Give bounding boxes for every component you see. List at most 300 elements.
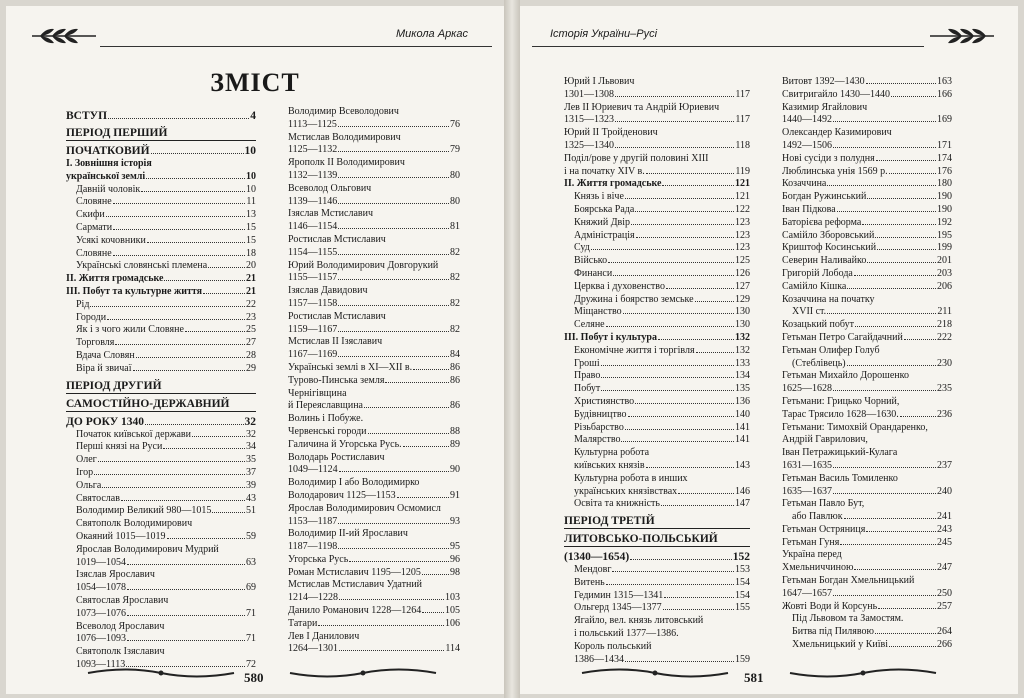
toc-entry-title: і польський 1377—1386. [574,628,679,640]
toc-entry [288,144,460,157]
toc-entry-title: 1214—1228 [288,592,338,604]
toc-page-number: 241 [937,511,952,523]
toc-entry-title: 1076—1093 [76,633,126,645]
toc-page-number: 11 [246,196,256,208]
toc-entry-title: Ізяслав Ярославич [76,569,155,581]
toc-entry [564,602,750,615]
toc-dot-leader [612,571,734,572]
toc-page-number: 114 [445,643,460,655]
toc-entry [782,396,952,409]
toc-page-number: 10 [244,145,256,157]
toc-dot-leader [854,275,936,276]
toc-entry-title: Всеволод Ольгович [288,182,372,194]
toc-page-number: 82 [450,272,460,284]
toc-entry-title: Гетьмани: Тимохвій Орандаренко, [782,421,928,433]
toc-entry-title: Юрий I Львович [564,76,635,87]
toc-entry [782,562,952,575]
toc-entry [782,460,952,473]
toc-entry-title: київських князів [574,459,645,471]
toc-dot-leader [192,436,245,437]
toc-entry-title: 1073—1076 [76,607,126,619]
toc-entry-title: Мстислав Володимирович [288,131,401,143]
toc-page-number: 79 [450,144,460,156]
toc-page-number: 257 [937,600,952,612]
toc-page-number: 218 [937,319,952,331]
toc-entry [782,153,952,166]
toc-entry [782,639,952,652]
toc-entry [288,567,460,580]
toc-entry [564,255,750,268]
toc-entry [288,196,460,209]
toc-dot-leader [127,564,245,565]
toc-page-number: 15 [246,221,256,233]
toc-entry-title: Гедимин 1315—1341 [574,589,664,601]
toc-entry [564,89,750,102]
toc-page-number: 129 [735,293,750,305]
toc-entry [564,114,750,127]
toc-entry-title: Король польський [574,640,652,652]
toc-entry-title: Торговля [76,337,115,349]
toc-dot-leader [422,574,449,575]
toc-entry-title: Чернігівщина [288,387,347,399]
toc-entry [66,416,256,429]
toc-dot-leader [827,185,936,186]
toc-entry [66,646,256,659]
toc-entry [66,621,256,634]
toc-dot-leader [847,288,936,289]
toc-dot-leader [338,228,449,229]
toc-dot-leader [625,198,734,199]
toc-dot-leader [855,326,936,327]
footer-ornament-right-icon [788,664,938,682]
toc-entry-title: Гетьман Петро Сагайдачний [782,331,903,343]
toc-dot-leader [94,474,245,475]
toc-page-number: 250 [937,587,952,599]
toc-dot-leader [338,126,449,127]
toc-dot-leader [695,301,734,302]
toc-entry-title: й Переяславщина [288,400,363,412]
toc-dot-leader [904,339,936,340]
toc-page-number: 21 [246,273,256,285]
toc-dot-leader [867,198,936,199]
toc-entry-title: ВСТУП [66,110,108,122]
toc-entry [66,127,256,141]
toc-page-number: 155 [735,602,750,614]
toc-dot-leader [151,153,244,154]
toc-entry [288,554,460,567]
toc-entry [288,413,460,426]
toc-entry [66,299,256,312]
toc-entry-title: Іван Підкова [782,203,836,215]
toc-entry [66,171,256,184]
toc-entry [288,132,460,145]
toc-dot-leader [164,280,245,281]
toc-dot-leader [338,203,449,204]
toc-page-number: 81 [450,221,460,233]
toc-entry [782,127,952,140]
toc-page-number: 192 [937,216,952,228]
toc-entry [564,473,750,486]
toc-entry [782,191,952,204]
toc-entry-title: Вдача Словян [76,349,135,361]
toc-column-2 [288,106,460,656]
toc-entry [564,319,750,332]
toc-dot-leader [847,365,936,366]
toc-dot-leader [615,96,734,97]
toc-entry [564,281,750,294]
toc-entry-title: Володарович 1125—1153 [288,489,396,501]
toc-dot-leader [90,306,245,307]
toc-page-number: 121 [735,178,750,190]
toc-dot-leader [866,531,936,532]
toc-entry [66,595,256,608]
toc-page-number: 136 [735,395,750,407]
toc-entry-title: Культурна робота в инших [574,472,688,484]
toc-entry [782,383,952,396]
toc-entry-title: Григорій Лобода [782,267,853,279]
toc-entry [564,204,750,217]
toc-entry-title: Гроші [574,357,600,369]
toc-entry-title: Святослав Ярославич [76,594,169,606]
toc-entry-title: Будівництво [574,408,627,420]
toc-entry-title: ДО РОКУ 1340 [66,415,145,428]
toc-page-number: 15 [246,234,256,246]
toc-entry [782,549,952,562]
toc-entry [564,434,750,447]
toc-entry-title: Володарь Ростиславич [288,451,385,463]
toc-entry [66,350,256,363]
toc-dot-leader [146,178,245,179]
toc-entry-title: Самійло Зборовський [782,229,875,241]
running-head-title: Історія України–Русі [550,28,658,40]
toc-dot-leader [368,433,449,434]
toc-dot-leader [136,357,245,358]
toc-entry [564,486,750,499]
toc-entry [782,575,952,588]
toc-entry-title: Рід [76,298,90,310]
toc-entry [66,441,256,454]
toc-page-number: 82 [450,297,460,309]
toc-entry [288,247,460,260]
toc-entry-title: Ігор [76,466,94,478]
toc-entry-title: Усякі кочовники [76,234,146,246]
toc-page-number: 105 [445,605,460,617]
toc-entry-title: Княжий Двір [574,216,631,228]
toc-entry [66,633,256,646]
toc-entry-title: Галичина й Угорська Русь. [288,438,402,450]
toc-entry [564,409,750,422]
toc-entry [782,486,952,499]
toc-page-number: 123 [735,242,750,254]
footer-ornament-left-icon [86,664,236,682]
toc-entry-title: Ізяслав Давидович [288,285,368,297]
toc-dot-leader [338,151,449,152]
toc-entry-title: 1315—1323 [564,114,614,126]
toc-entry-title: Словяне [76,247,112,259]
toc-entry [564,498,750,511]
toc-dot-leader [127,589,245,590]
toc-entry-title: Татари [288,617,318,629]
toc-entry-title: Козацький побут [782,319,854,331]
toc-entry-title: 1132—1139 [288,169,338,181]
toc-entry [782,89,952,102]
toc-entry-title: I. Зовнішня історія [66,158,152,169]
toc-entry-title: 1631—1635 [782,459,832,471]
toc-entry-title: ЛИТОВСЬКО-ПОЛЬСЬКИЙ [564,533,718,546]
toc-entry [288,298,460,311]
toc-entry-title: II. Життя громадське [66,273,164,285]
toc-dot-leader [900,416,936,417]
toc-page-number: 32 [246,428,256,440]
toc-entry-title: українських князівствах [574,485,678,497]
toc-entry [66,505,256,518]
toc-page-number: 119 [735,165,750,177]
toc-entry-title: Мстислав Мстиславич Удатний [288,579,423,591]
toc-entry [564,628,750,641]
toc-entry-title: 1159—1167 [288,323,338,335]
toc-dot-leader [338,356,449,357]
toc-page-number: 199 [937,242,952,254]
toc-dot-leader [203,293,245,294]
toc-entry-title: Витовт 1392—1430 [782,76,865,87]
toc-entry-title: Ярослав Володимирович Осмомисл [288,502,441,514]
toc-entry [564,533,750,547]
toc-dot-leader [127,615,245,616]
toc-entry [288,400,460,413]
toc-page-number: 132 [735,344,750,356]
toc-entry [66,248,256,261]
toc-entry [288,311,460,324]
toc-entry [564,551,750,564]
toc-dot-leader [338,177,449,178]
toc-entry [288,516,460,529]
toc-entry-title: Володимир Великий 980—1015 [76,505,212,517]
toc-page-number: 190 [937,191,952,203]
toc-dot-leader [422,612,444,613]
toc-dot-leader [167,538,245,539]
toc-entry-title: Гетьмани: Грицько Чорний, [782,395,900,407]
toc-entry-title: Городи [76,311,107,323]
toc-page-number: 133 [735,357,750,369]
toc-dot-leader [403,446,449,447]
toc-page-number: 117 [735,88,750,100]
toc-entry-title: II. Життя громадське [564,178,662,190]
toc-page-number: 141 [735,434,750,446]
toc-page-number: 163 [937,76,952,87]
toc-entry-title: Криштоф Косинський [782,242,877,254]
toc-entry [564,217,750,230]
toc-entry-title: Олег [76,454,97,466]
toc-entry [564,166,750,179]
toc-dot-leader [212,512,245,513]
toc-entry-title: Адміністрація [574,229,635,241]
toc-entry [782,178,952,191]
toc-entry [782,281,952,294]
toc-dot-leader [349,561,449,562]
toc-entry-title: Під Львовом та Замостям. [792,613,904,625]
toc-dot-leader [163,448,245,449]
toc-entry [564,641,750,654]
toc-dot-leader [635,211,734,212]
toc-dot-leader [606,584,734,585]
toc-page-number: 22 [246,298,256,310]
toc-entry [782,434,952,447]
toc-entry [564,396,750,409]
toc-dot-leader [615,121,734,122]
toc-column-1 [564,76,750,666]
toc-entry-title: Витень [574,576,605,588]
toc-entry [288,375,460,388]
toc-entry-title: Володимир Всеволодович [288,106,399,117]
toc-dot-leader [889,173,936,174]
toc-entry [66,493,256,506]
toc-dot-leader [98,461,245,462]
toc-page-number: 236 [937,408,952,420]
toc-entry-title: Гетьман Гуня [782,536,840,548]
toc-entry [288,260,460,273]
toc-page-number: 25 [246,324,256,336]
toc-dot-leader [606,326,734,327]
toc-entry [564,615,750,628]
toc-entry [564,345,750,358]
toc-entry [66,398,256,412]
toc-page-number: 222 [937,331,952,343]
toc-dot-leader [107,319,245,320]
toc-page-number: 86 [450,374,460,386]
toc-entry-title: Християнство [574,395,635,407]
toc-entry [66,608,256,621]
toc-entry [288,272,460,285]
toc-entry [782,613,952,626]
toc-entry-title: 1187—1198 [288,541,338,553]
toc-entry-title: Селяне [574,319,605,331]
toc-entry [288,452,460,465]
toc-entry-title: Україна перед [782,549,842,561]
toc-entry-title: Ольгерд 1345—1377 [574,602,662,614]
toc-entry [66,235,256,248]
toc-entry-title: Казимир Ягайлович [782,101,868,113]
toc-dot-leader [147,242,245,243]
toc-dot-leader [658,339,734,340]
toc-entry-title: 1440—1492 [782,114,832,126]
toc-entry-title: Різьбарство [574,421,624,433]
toc-entry [66,429,256,442]
toc-page-number: 86 [450,361,460,373]
toc-entry [288,477,460,490]
toc-dot-leader [631,224,734,225]
toc-entry-title: Ярополк II Володимирович [288,157,405,169]
toc-entry-title: Козаччина на початку [782,293,875,305]
toc-entry [66,158,256,171]
toc-entry-title: Всеволод Ярославич [76,620,165,632]
toc-page-number: 166 [937,88,952,100]
toc-page-number: 32 [244,415,256,428]
toc-page-number: 152 [732,551,750,564]
toc-entry [564,242,750,255]
toc-page-number: 18 [246,247,256,259]
toc-entry-title: Ольга [76,479,102,491]
toc-entry-title: Козаччина [782,178,827,190]
toc-page-number: 122 [735,203,750,215]
toc-entry-title: Володимир I або Володимирко [288,477,420,489]
toc-column-1 [66,106,256,672]
toc-dot-leader [833,595,936,596]
toc-dot-leader [613,275,734,276]
wheat-ornament-icon [928,26,996,46]
toc-entry-title: 1301—1308 [564,88,614,100]
toc-page-number: 20 [246,260,256,272]
toc-entry [782,498,952,511]
toc-entry [782,102,952,115]
toc-entry [564,178,750,191]
toc-dot-leader [827,313,936,314]
toc-entry [564,153,750,166]
toc-entry-title: Сармати [76,221,113,233]
toc-entry [782,204,952,217]
toc-entry [66,209,256,222]
toc-entry [782,409,952,422]
toc-page-number: 135 [735,383,750,395]
toc-page-number: 21 [246,285,256,297]
toc-entry [782,140,952,153]
toc-entry [782,422,952,435]
toc-entry-title: Гетьман Остряниця [782,523,866,535]
toc-page-number: 35 [246,454,256,466]
toc-entry [288,208,460,221]
toc-dot-leader [877,249,936,250]
toc-entry [288,106,460,119]
toc-entry-title: XVII ст. [792,306,827,318]
toc-entry-title: (Стеблівець) [792,357,846,369]
toc-entry-title: Малярство [574,434,621,446]
toc-entry-title: Самійло Кішка [782,280,847,292]
toc-entry-title: Гетьман Богдан Хмельницький [782,575,915,587]
toc-page-number: 59 [246,530,256,542]
toc-page-number: 154 [735,576,750,588]
toc-entry-title: Іван Петражицький-Кулага [782,447,898,459]
toc-entry-title: 1154—1155 [288,246,338,258]
toc-page-number: 127 [735,280,750,292]
toc-page-number: 10 [246,170,256,182]
toc-dot-leader [833,121,936,122]
toc-dot-leader [833,493,936,494]
toc-entry [66,363,256,376]
toc-entry [288,362,460,375]
toc-entry [782,268,952,281]
toc-entry [66,312,256,325]
toc-entry-title: Ростислав Мстиславич [288,310,386,322]
toc-entry [288,592,460,605]
toc-page-number: 206 [937,280,952,292]
toc-dot-leader [878,608,936,609]
toc-entry [288,579,460,592]
toc-entry-title: Суд [574,242,590,254]
toc-page-number: 143 [735,459,750,471]
toc-entry [288,490,460,503]
toc-page-number: 203 [937,267,952,279]
toc-page-number: 180 [937,178,952,190]
toc-entry-title: Лев II Юриевич та Андрій Юриевич [564,101,720,113]
toc-entry-title: Право [574,370,601,382]
toc-entry [288,464,460,477]
toc-page-number: 147 [735,498,750,510]
toc-entry-title: Культурна робота [574,447,650,459]
toc-entry-title: Українські словянські племена [76,260,208,272]
toc-entry-title: Гетьман Павло Бут, [782,498,865,510]
toc-page-number: 240 [937,485,952,497]
toc-dot-leader [591,249,734,250]
toc-dot-leader [127,640,245,641]
